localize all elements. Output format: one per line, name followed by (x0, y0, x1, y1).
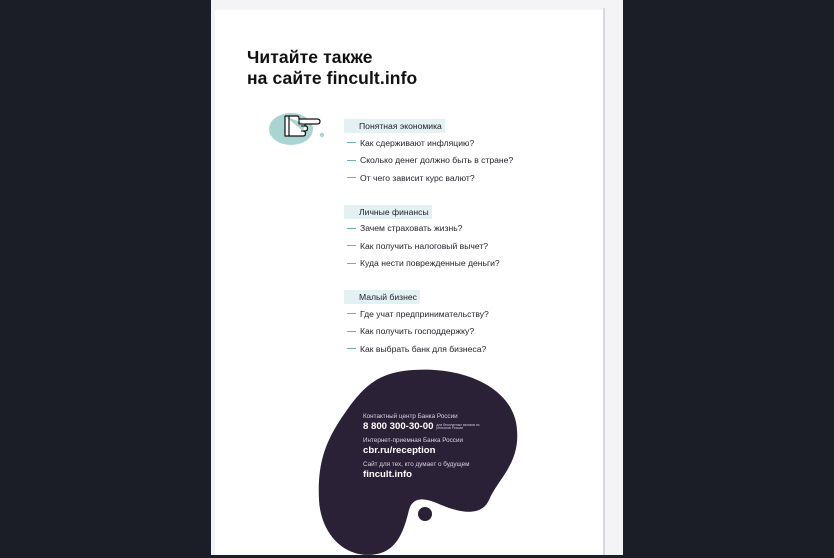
section-title: Личные финансы (344, 205, 432, 219)
dash-icon (347, 177, 356, 178)
phone-number[interactable]: 8 800 300-30-00 (363, 421, 434, 432)
dash-icon (347, 142, 356, 143)
pointing-hand-icon (267, 106, 327, 148)
item-label: От чего зависит курс валют? (360, 172, 475, 183)
list-item[interactable] (348, 220, 588, 238)
section-economics (348, 116, 588, 187)
section-title: Понятная экономика (344, 119, 445, 133)
dash-icon (347, 245, 356, 246)
list-item[interactable] (348, 169, 588, 187)
site-link[interactable]: fincult.info (363, 469, 413, 480)
document-page (211, 0, 623, 555)
item-label: Как получить налоговый вычет? (360, 240, 489, 251)
list-item[interactable] (348, 255, 588, 273)
item-label: Как сдерживают инфляцию? (360, 137, 475, 148)
list-item[interactable] (348, 237, 588, 255)
title-line-1: Читайте также (247, 47, 373, 67)
section-title: Малый бизнес (344, 290, 420, 304)
item-label: Куда нести поврежденные деньги? (360, 258, 500, 269)
item-label: Зачем страховать жизнь? (360, 223, 463, 234)
reception-link[interactable]: cbr.ru/reception (363, 445, 436, 456)
articles-list (348, 116, 588, 373)
section-small-business (348, 287, 588, 358)
dash-icon (347, 313, 356, 314)
phone-note: для бесплатных звонков из регионов России (436, 422, 480, 431)
dash-icon (347, 228, 356, 229)
item-label: Как получить господдержку? (360, 326, 475, 337)
contact-info (363, 413, 482, 481)
item-label: Сколько денег должно быть в стране? (360, 155, 514, 166)
paper-edge (603, 8, 605, 555)
list-item[interactable] (348, 152, 588, 170)
dash-icon (347, 160, 356, 161)
list-item[interactable] (348, 340, 588, 358)
paper-sheet (215, 10, 603, 555)
section-personal-finance (348, 202, 588, 273)
list-item[interactable] (348, 134, 588, 152)
reception-label: Интернет-приемная Банка России (363, 437, 463, 444)
dash-icon (347, 331, 356, 332)
page-title (247, 47, 417, 89)
phone-row (363, 421, 482, 433)
list-item[interactable] (348, 305, 588, 323)
dash-icon (347, 348, 356, 349)
title-line-2: на сайте fincult.info (247, 68, 418, 88)
contact-center-label: Контактный центр Банка России (363, 413, 458, 420)
item-label: Как выбрать банк для бизнеса? (360, 343, 487, 354)
dash-icon (347, 263, 356, 264)
list-item[interactable] (348, 323, 588, 341)
item-label: Где учат предпринимательству? (360, 308, 489, 319)
site-label: Сайт для тех, кто думает о будущем (363, 461, 470, 468)
